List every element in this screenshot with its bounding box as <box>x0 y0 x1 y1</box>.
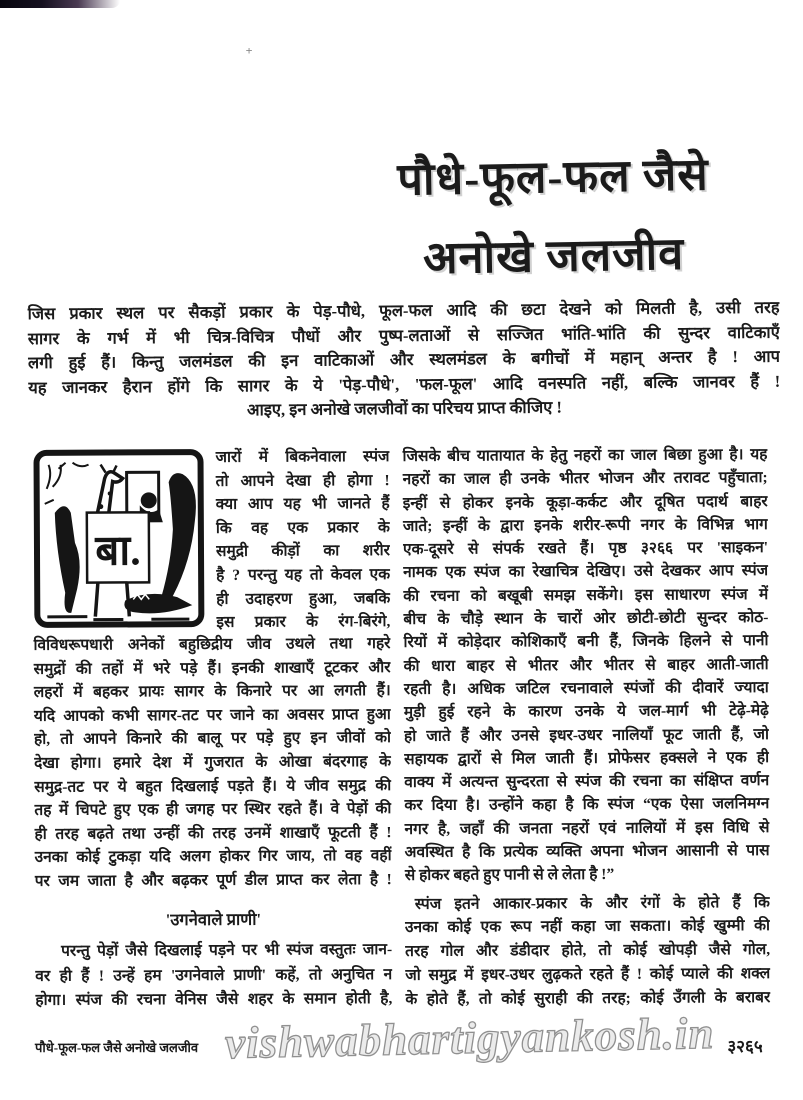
text-line: इन्हीं से होकर इनके कूड़ा-कर्कट और दूषित पदार्थ बाहर <box>402 492 768 512</box>
text-line: आइए, इन अनोखे जलजीवों का परिचय प्राप्त कीजिए ! <box>246 397 563 420</box>
text-line: यह जानकर हैरान होंगे कि सागर के ये 'पेड़-पौधे', 'फल-फूल' आदि वनस्पति नहीं, बल्कि जानवर हैं ! <box>28 371 781 398</box>
text-line: है ? परन्तु यह तो केवल एक <box>216 566 391 584</box>
left-column-paragraph <box>33 632 391 893</box>
text-line: की धारा बाहर से भीतर और भीतर से बाहर आती-जाती <box>403 655 769 675</box>
text-line: समुद्री कीड़ों का शरीर <box>215 542 391 561</box>
text-line: स्पंज इतने आकार-प्रकार के और रंगों के होते हैं कि <box>414 893 770 913</box>
text-line: लगी हुई हैं। किन्तु जलमंडल की इन वाटिकाओं और स्थलमंडल के बगीचों में महान् अन्तर है ! आप <box>27 346 781 373</box>
hanging-plaque <box>127 472 159 514</box>
text-line: क्या आप यह भी जानते हैं <box>215 495 390 514</box>
text-line: परन्तु पेड़ों जैसे दिखलाई पड़ने पर भी स्पंज वस्तुतः जान- <box>61 941 393 960</box>
text-line: जारों में बिकनेवाला स्पंज <box>215 448 390 466</box>
left-column-paragraph-beside-image <box>215 445 390 635</box>
text-line: एक-दूसरे से संपर्क रखते हैं। पृष्ठ ३२६६ पर 'साइकन' <box>402 539 769 559</box>
text-line: रहती है। अधिक जटिल रचनावाले स्पंजों की दीवारें ज्यादा <box>403 679 769 698</box>
text-line: उनका कोई एक रूप नहीं कहा जा सकता। कोई खुम्मी की <box>404 917 771 937</box>
monkey-head <box>141 492 157 508</box>
right-column-paragraph-1 <box>402 443 769 888</box>
text-line: पर जम जाता है और बढ़कर पूर्ण डील प्राप्त कर लेता है ! <box>34 870 392 890</box>
text-line: कर दिया है। उन्होंने कहा है कि स्पंज “एक ऐसा जलनिमग्न <box>404 795 770 815</box>
text-line: इस प्रकार के रंग-बिरंगे, <box>216 613 391 632</box>
text-line: से होकर बहते हुए पानी से ले लेता है !” <box>404 866 615 885</box>
text-line: लहरों में बहकर प्रायः सागर के किनारे पर आ लगती हैं। <box>33 682 391 702</box>
text-line: विविधरूपधारी अनेकों बहुछिद्रीय जीव उथले तथा गहरे <box>33 635 391 654</box>
footer-running-title: पौधे-फूल-फल जैसे अनोखे जलजीव <box>35 1040 199 1055</box>
text-line: समुद्रों की तहों में भरे पड़े हैं। इनकी शाखाएँ टूटकर और <box>33 658 391 678</box>
text-line: तरह गोल और डंडीदार होते, तो कोई खोपड़ी जैसे गोल, <box>405 941 771 961</box>
text-line: ही तरह बढ़ते तथा उन्हीं की तरह उनमें शाखाएँ फूटती हैं ! <box>34 823 392 843</box>
text-line: हो, तो आपने किनारे की बालू पर पड़े हुए इन जीवों को <box>33 729 392 749</box>
text-line: देखा होगा। हमारे देश में गुजरात के ओखा बंदरगाह के <box>34 753 392 772</box>
text-line: बीच के चौड़े स्थान के चारों ओर छोटी-छोटी सुन्दर कोठ- <box>403 609 769 629</box>
chapter-title-line2: अनोखे जलजीव <box>422 228 685 284</box>
text-line: नहरों का जाल ही उनके भीतर भोजन और तरावट पहुँचाता; <box>402 469 768 489</box>
text-line: की रचना को बखूबी समझ सकेंगे। इस साधारण स्पंज में <box>403 585 769 605</box>
text-line: यदि आपको कभी सागर-तट पर जाने का अवसर प्राप्त हुआ <box>33 705 391 725</box>
text-line: सहायक द्वारों से मिल जाती हैं। प्रोफेसर हक्सले ने एक ही <box>404 748 770 768</box>
text-line: जिस प्रकार स्थल पर सैकड़ों प्रकार के पेड़-पौधे, फूल-फल आदि की छटा देखने को मिलती है, उसी तरह <box>27 297 780 324</box>
text-line: ही उदाहरण हुआ, जबकि <box>216 589 391 608</box>
text-line: समुद्र-तट पर ये बहुत दिखलाई पड़ते हैं। ये जीव समुद्र की <box>34 776 392 796</box>
text-line: वर ही हैं ! उन्हें हम 'उगनेवाले प्राणी' कहें, तो अनुचित न <box>35 965 393 985</box>
text-line: मुड़ी हुई रहने के कारण उनके ये जल-मार्ग भी टेढ़े-मेढ़े <box>403 702 769 722</box>
section-heading: 'उगनेवाले प्राणी' <box>165 909 262 930</box>
text-line: के होते हैं, तो कोई सुराही की तरह; कोई उँगली के बराबर <box>405 988 771 1008</box>
text-line: नामक एक स्पंज का रेखाचित्र देखिए। उसे देखकर आप स्पंज <box>403 562 769 582</box>
text-line: नगर है, जहाँ की जनता नहरों एवं नालियों में इस विधि से <box>404 818 770 838</box>
text-line: तह में चिपटे हुए एक ही जगह पर स्थिर रहते हैं। वे पेड़ों की <box>34 800 392 820</box>
text-line: जाते; इन्हीं के द्वारा इनके शरीर-रूपी नगर के विभिन्न भाग <box>402 515 768 535</box>
text-line: हो जाते हैं और उनसे इधर-उधर नालियाँ फूट जाती हैं, जो <box>403 725 770 745</box>
left-column-paragraph-2 <box>35 938 392 1014</box>
scan-speck: + <box>245 44 253 57</box>
text-line: रियों में कोड़ेदार कोशिकाएँ बनी हैं, जिनके हिलने से पानी <box>403 632 769 652</box>
page-number: ३२६५ <box>727 1037 763 1056</box>
watermark-text: vishwabhartigyankosh.in <box>224 1007 715 1069</box>
right-column <box>402 443 770 1012</box>
text-line: उनका कोई टुकड़ा यदि अलग होकर गिर जाय, तो वह वहीं <box>34 847 392 867</box>
animals-woodcut-image <box>32 448 205 629</box>
chapter-title-line1: पौधे-फूल-फल जैसे <box>396 149 710 205</box>
right-column-paragraph-2 <box>405 891 771 1012</box>
text-line: जो समुद्र में इधर-उधर लुढ़कते रहते हैं ! कोई प्याले की शक्ल <box>405 965 771 985</box>
text-line: जिसके बीच यातायात के हेतु नहरों का जाल बिछा हुआ है। यह <box>402 446 768 465</box>
text-line: होगा। स्पंज की रचना वेनिस जैसे शहर के समान होती है, <box>35 990 393 1010</box>
text-line: तो आपने देखा ही होगा ! <box>215 471 390 490</box>
dropcap-letter: बा. <box>95 528 141 575</box>
dropcap-illustration <box>32 448 205 629</box>
text-line: वाक्य में अत्यन्त सुन्दरता से स्पंज की रचना का संक्षिप्त वर्णन <box>404 772 770 792</box>
text-line: सागर के गर्भ में भी चित्र-विचित्र पौधों और पुष्प-लताओं से सज्जित भांति-भांति की सुन्दर वाटिकाएँ <box>27 322 780 348</box>
text-line: अवस्थित है कि प्रत्येक व्यक्ति अपना भोजन आसानी से पास <box>404 842 770 862</box>
text-line: कि वह एक प्रकार के <box>215 518 390 537</box>
